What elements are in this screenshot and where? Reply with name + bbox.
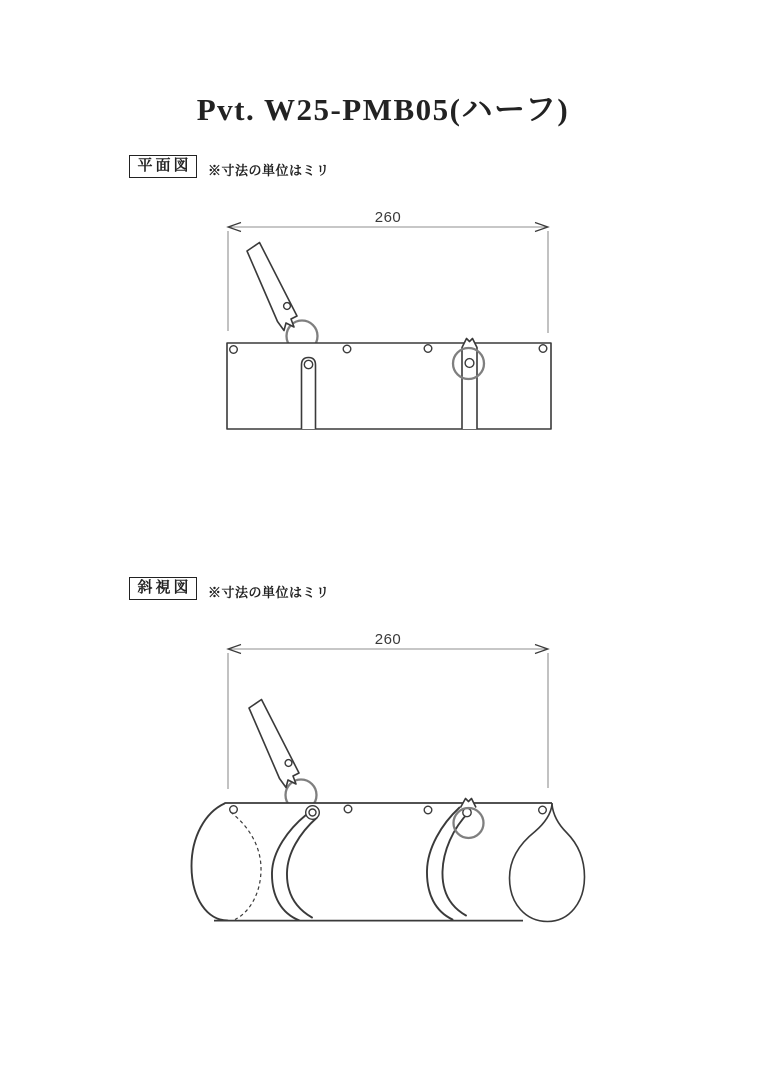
strap-rivet	[309, 809, 316, 816]
strap-top-tip	[461, 799, 477, 808]
oblique-unit-note: ※寸法の単位はミリ	[208, 585, 330, 600]
plan-view-label: 平面図	[137, 157, 192, 174]
oblique-view-label: 斜視図	[137, 579, 192, 596]
oblique-body-panel	[223, 803, 552, 920]
oblique-pouch-left-outline	[192, 804, 228, 921]
snap-button	[230, 806, 238, 814]
plan-inner-strap-left-rivet	[304, 360, 312, 368]
snap-button	[344, 805, 352, 813]
plan-view-drawing	[227, 209, 551, 429]
snap-button	[424, 806, 432, 814]
snap-button	[343, 345, 351, 353]
snap-button	[424, 345, 432, 353]
plan-unit-note: ※寸法の単位はミリ	[208, 163, 330, 178]
plan-inner-strap-right-rivet	[465, 359, 474, 368]
oblique-hanging-strap-hole	[285, 760, 292, 767]
plan-hanging-strap-hole	[284, 303, 291, 310]
snap-button	[230, 346, 238, 354]
snap-button	[539, 345, 547, 353]
oblique-hanging-strap	[249, 700, 299, 788]
plan-hanging-strap	[247, 243, 297, 331]
oblique-dimension-value: 260	[374, 631, 402, 648]
plan-inner-strap-right	[462, 339, 477, 430]
plan-body-outline	[227, 343, 551, 429]
page-title: Pvt. W25-PMB05(ハーフ)	[196, 92, 570, 127]
oblique-view-drawing	[192, 631, 585, 922]
snap-button	[539, 806, 547, 814]
plan-dimension-value: 260	[374, 209, 402, 226]
